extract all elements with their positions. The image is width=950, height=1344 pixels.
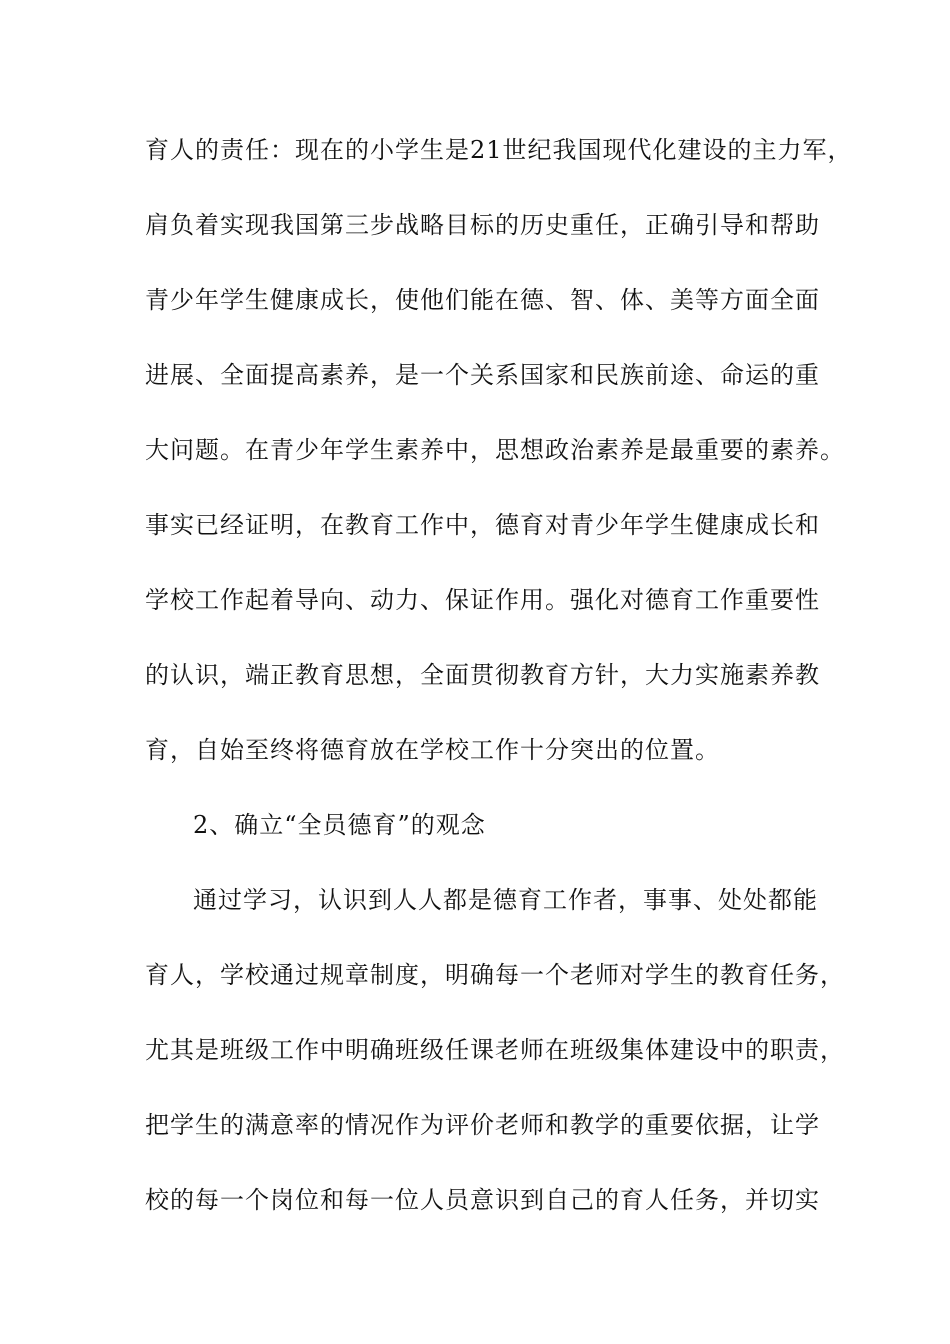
paragraph-line: 育，自始至终将德育放在学校工作十分突出的位置。 [145,736,720,764]
paragraph-line: 青少年学生健康成长，使他们能在德、智、体、美等方面全面 [145,286,820,314]
paragraph-line: 进展、全面提高素养，是一个关系国家和民族前途、命运的重 [145,361,820,389]
paragraph-line: 校的每一个岗位和每一位人员意识到自己的育人任务，并切实 [145,1186,820,1214]
section-heading: 2、确立“全员德育”的观念 [193,811,486,839]
paragraph-line: 育人的责任：现在的小学生是21世纪我国现代化建设的主力军， [145,136,853,164]
paragraph-line: 尤其是班级工作中明确班级任课老师在班级集体建设中的职责， [145,1036,845,1064]
paragraph-line: 育人，学校通过规章制度，明确每一个老师对学生的教育任务， [145,961,845,989]
paragraph-line: 把学生的满意率的情况作为评价老师和教学的重要依据，让学 [145,1111,820,1139]
paragraph-line: 学校工作起着导向、动力、保证作用。强化对德育工作重要性 [145,586,820,614]
paragraph-line: 肩负着实现我国第三步战略目标的历史重任，正确引导和帮助 [145,211,820,239]
paragraph-line: 通过学习，认识到人人都是德育工作者，事事、处处都能 [193,886,818,914]
paragraph-line: 大问题。在青少年学生素养中，思想政治素养是最重要的素养。 [145,436,845,464]
paragraph-line: 事实已经证明，在教育工作中，德育对青少年学生健康成长和 [145,511,820,539]
paragraph-line: 的认识，端正教育思想，全面贯彻教育方针，大力实施素养教 [145,661,820,689]
